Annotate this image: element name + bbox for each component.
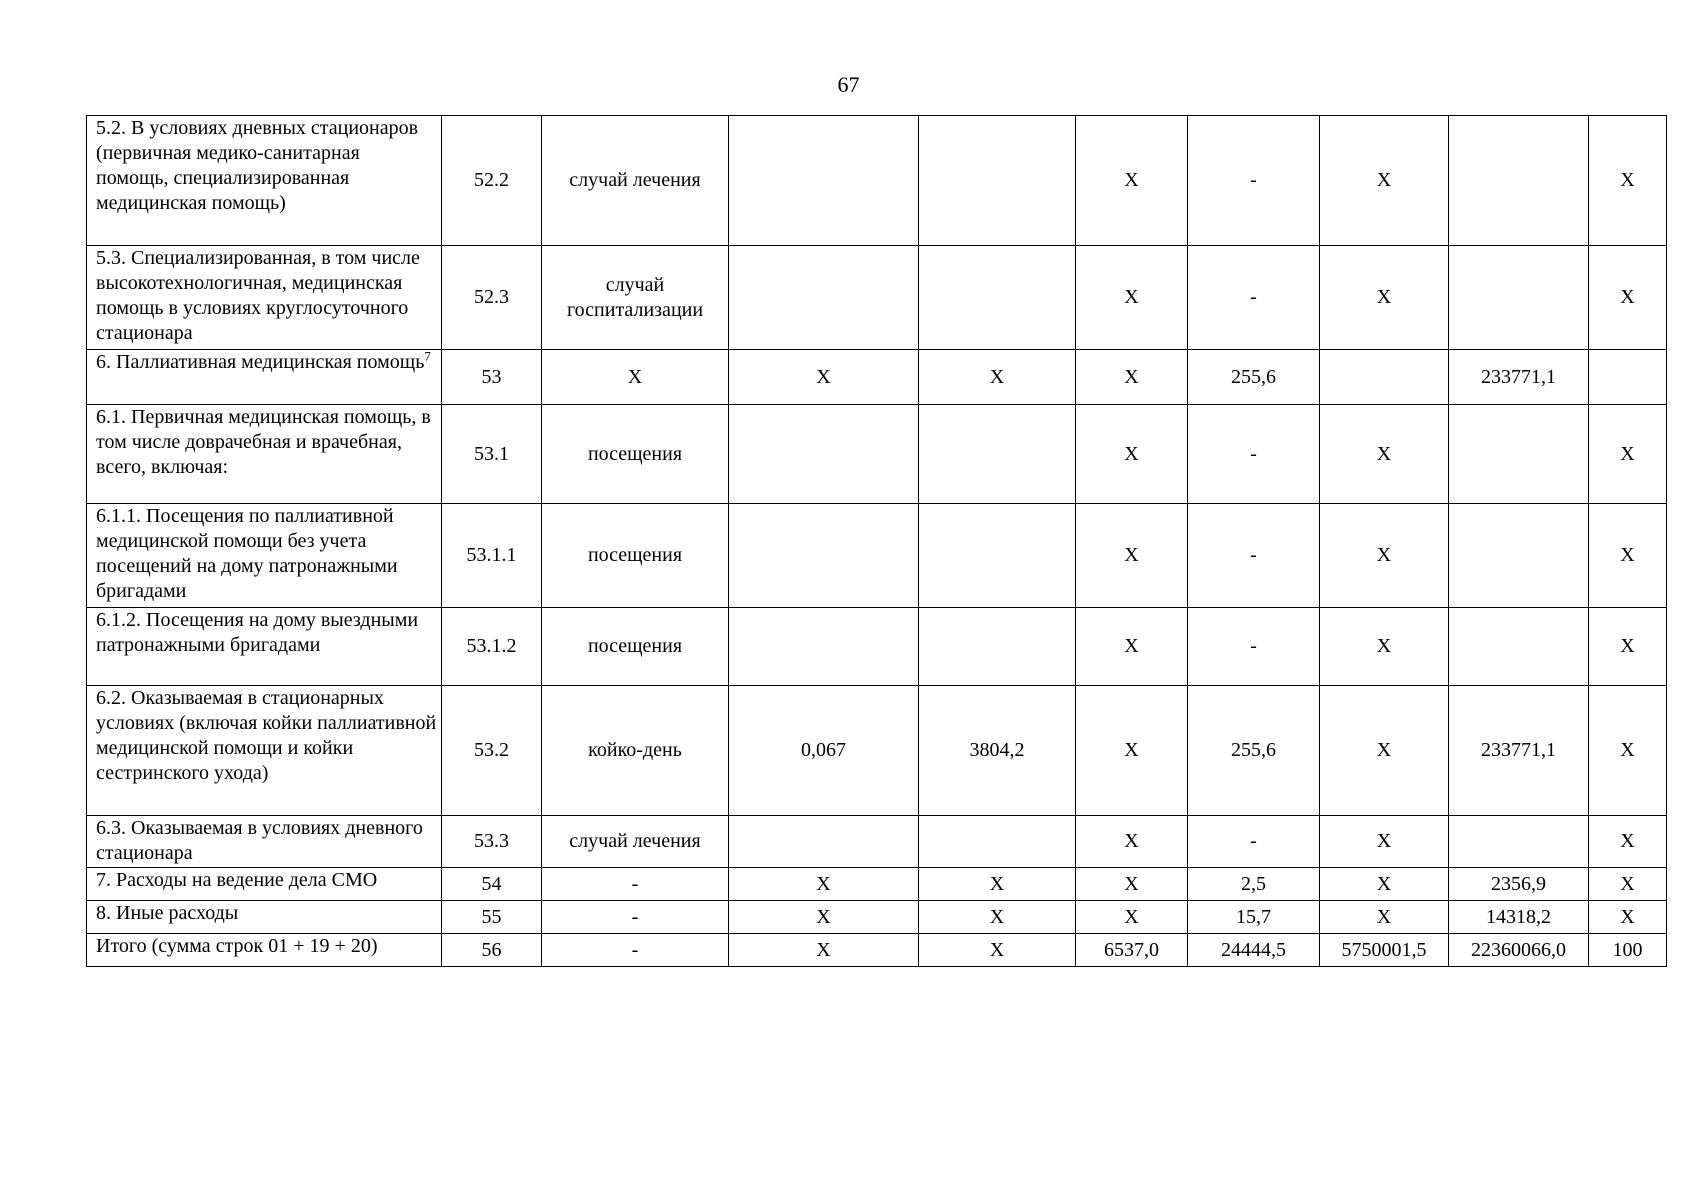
unit-of-measure-cell: посещения [542,405,729,504]
percent-share-cell: X [1589,686,1667,816]
budget-cost-cell: X [1320,504,1449,608]
row-name [87,868,442,901]
unit-of-measure-cell: - [542,934,729,967]
percent-share-cell: X [1589,246,1667,350]
oms-per-capita-cell: - [1188,405,1320,504]
budget-cost-cell [1320,350,1449,405]
unit-of-measure-cell: X [542,350,729,405]
percent-share-cell: X [1589,868,1667,901]
percent-share-cell: X [1589,608,1667,686]
table-row [87,868,1667,901]
budget-per-capita-cell: X [1076,901,1188,934]
row-code-cell: 52.3 [442,246,542,350]
volume-per-person-cell: X [729,350,919,405]
oms-per-capita-cell: - [1188,816,1320,868]
row-name [87,405,442,504]
oms-cost-cell: 22360066,0 [1449,934,1589,967]
table-row [87,686,1667,816]
volume-per-person-cell: 0,067 [729,686,919,816]
budget-per-capita-cell: 6537,0 [1076,934,1188,967]
unit-of-measure-cell: посещения [542,608,729,686]
row-name [87,116,442,246]
cost-per-unit-cell [919,608,1076,686]
budget-per-capita-cell: X [1076,246,1188,350]
row-name [87,901,442,934]
volume-per-person-cell [729,608,919,686]
budget-cost-cell: X [1320,868,1449,901]
oms-cost-cell [1449,608,1589,686]
row-code-cell: 55 [442,901,542,934]
percent-share-cell: X [1589,405,1667,504]
percent-share-cell: X [1589,816,1667,868]
oms-per-capita-cell: - [1188,504,1320,608]
percent-share-cell: X [1589,504,1667,608]
table-row [87,350,1667,405]
oms-cost-cell [1449,246,1589,350]
volume-per-person-cell [729,405,919,504]
cost-per-unit-cell: X [919,901,1076,934]
unit-of-measure-cell: случай лечения [542,816,729,868]
budget-per-capita-cell: X [1076,504,1188,608]
oms-cost-cell: 14318,2 [1449,901,1589,934]
budget-per-capita-cell: X [1076,816,1188,868]
table-row [87,608,1667,686]
oms-cost-cell [1449,116,1589,246]
oms-cost-cell [1449,405,1589,504]
row-code-cell: 53.1.1 [442,504,542,608]
volume-per-person-cell [729,246,919,350]
unit-of-measure-cell: посещения [542,504,729,608]
cost-per-unit-cell: X [919,934,1076,967]
row-name [87,246,442,350]
oms-per-capita-cell: 2,5 [1188,868,1320,901]
row-name-text: Итого (сумма строк 01 + 19 + 20) [96,935,378,957]
table-row [87,246,1667,350]
row-name-text: 5.3. Специализированная, в том числе высокотехнологичная, медицинская помощь в условиях круглосуточного стационара [96,247,420,344]
table-row [87,934,1667,967]
budget-cost-cell: X [1320,816,1449,868]
row-name-text: 6.2. Оказываемая в стационарных условиях (включая койки паллиативной медицинской помощи и койки сестринского ухода) [96,687,437,784]
row-name-text: 6.1.1. Посещения по паллиативной медицинской помощи без учета посещений на дому патронажными бригадами [96,505,398,602]
oms-per-capita-cell: 24444,5 [1188,934,1320,967]
row-name-text: 6. Паллиативная медицинская помощь [96,351,425,373]
row-code-cell: 53.1.2 [442,608,542,686]
volume-per-person-cell: X [729,868,919,901]
financing-table [86,115,1667,967]
oms-per-capita-cell: 255,6 [1188,686,1320,816]
percent-share-cell: 100 [1589,934,1667,967]
row-name-text: 5.2. В условиях дневных стационаров (первичная медико-санитарная помощь, специализированная медицинская помощь) [96,117,419,214]
budget-per-capita-cell: X [1076,405,1188,504]
oms-cost-cell [1449,504,1589,608]
row-name-text: 7. Расходы на ведение дела СМО [96,869,378,891]
row-name [87,350,442,405]
row-name [87,686,442,816]
oms-per-capita-cell: - [1188,246,1320,350]
budget-per-capita-cell: X [1076,868,1188,901]
percent-share-cell: X [1589,901,1667,934]
row-name-text: 6.3. Оказываемая в условиях дневного стационара [96,817,423,864]
oms-cost-cell: 2356,9 [1449,868,1589,901]
budget-cost-cell: X [1320,608,1449,686]
table-row [87,405,1667,504]
row-code-cell: 53.3 [442,816,542,868]
row-name [87,608,442,686]
unit-of-measure-cell: случай госпитализации [542,246,729,350]
table-row [87,901,1667,934]
volume-per-person-cell [729,816,919,868]
cost-per-unit-cell: X [919,868,1076,901]
table-row [87,504,1667,608]
percent-share-cell [1589,350,1667,405]
row-code-cell: 53.1 [442,405,542,504]
budget-per-capita-cell: X [1076,116,1188,246]
cost-per-unit-cell [919,246,1076,350]
budget-cost-cell: X [1320,116,1449,246]
row-name-text: 6.1. Первичная медицинская помощь, в том числе доврачебная и врачебная, всего, включая: [96,406,431,478]
volume-per-person-cell: X [729,901,919,934]
unit-of-measure-cell: - [542,868,729,901]
row-name [87,504,442,608]
cost-per-unit-cell: 3804,2 [919,686,1076,816]
row-name-text: 6.1.2. Посещения на дому выездными патронажными бригадами [96,609,419,656]
footnote-marker: 7 [424,349,431,364]
row-name [87,934,442,967]
table-row [87,116,1667,246]
cost-per-unit-cell [919,504,1076,608]
volume-per-person-cell [729,116,919,246]
cost-per-unit-cell [919,405,1076,504]
budget-cost-cell: 5750001,5 [1320,934,1449,967]
oms-cost-cell: 233771,1 [1449,686,1589,816]
row-name-text: 8. Иные расходы [96,902,239,924]
row-code-cell: 52.2 [442,116,542,246]
cost-per-unit-cell [919,116,1076,246]
row-name [87,816,442,868]
oms-per-capita-cell: 255,6 [1188,350,1320,405]
budget-cost-cell: X [1320,686,1449,816]
oms-cost-cell [1449,816,1589,868]
row-code-cell: 54 [442,868,542,901]
volume-per-person-cell: X [729,934,919,967]
oms-per-capita-cell: - [1188,116,1320,246]
oms-per-capita-cell: - [1188,608,1320,686]
row-code-cell: 53.2 [442,686,542,816]
table-row [87,816,1667,868]
budget-per-capita-cell: X [1076,350,1188,405]
oms-cost-cell: 233771,1 [1449,350,1589,405]
budget-per-capita-cell: X [1076,686,1188,816]
budget-cost-cell: X [1320,246,1449,350]
cost-per-unit-cell [919,816,1076,868]
oms-per-capita-cell: 15,7 [1188,901,1320,934]
budget-per-capita-cell: X [1076,608,1188,686]
unit-of-measure-cell: - [542,901,729,934]
budget-cost-cell: X [1320,901,1449,934]
cost-per-unit-cell: X [919,350,1076,405]
percent-share-cell: X [1589,116,1667,246]
row-code-cell: 53 [442,350,542,405]
row-code-cell: 56 [442,934,542,967]
unit-of-measure-cell: случай лечения [542,116,729,246]
volume-per-person-cell [729,504,919,608]
unit-of-measure-cell: койко-день [542,686,729,816]
page-number: 67 [837,72,860,97]
budget-cost-cell: X [1320,405,1449,504]
